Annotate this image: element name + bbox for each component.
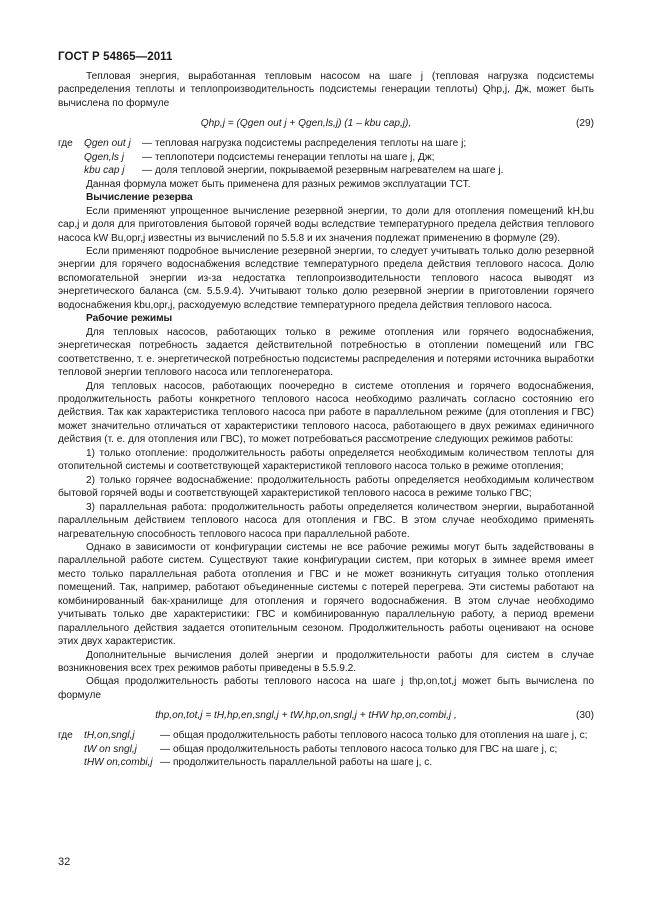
symbol: tH,on,sngl,j [84,730,135,742]
list-item: 2) только горячее водоснабжение: продолжительность работы определяется необходимым количеством бытовой горячей воды и соответствующей характеристикой теплового насоса в режиме только ГВС; [58,474,594,500]
formula-expression: thp,on,tot,j = tH,hp,en,sngl,j + tW,hp,on,sngl,j + tHW hp,on,combi,j , [155,710,457,722]
where-item: где tH,on,sngl,j — общая продолжительность работы теплового насоса только для отопления на шаге j, с; [58,729,594,742]
formula-30 [58,707,594,724]
page-number: 32 [58,856,71,868]
section-heading: Вычисление резерва [86,192,193,204]
formula-expression: Qhp,j = (Qgen out j + Qgen,ls,j) (1 – kbu cap,j), [200,118,412,130]
where-item [58,756,594,769]
symbol: kbu cap j [84,165,125,177]
list-item: 1) только отопление: продолжительность работы определяется необходимым количеством теплоты для отопительной системы и соответствующей характеристикой теплового насоса только в режиме отопления; [58,447,594,473]
document-header: ГОСТ Р 54865—2011 [58,51,173,63]
where-list [58,137,594,177]
where-item: где Qgen out j — тепловая нагрузка подсистемы распределения теплоты на шаге j; [58,137,594,150]
symbol-description: — тепловая нагрузка подсистемы распределения теплоты на шаге j; [142,138,467,150]
where-item [58,164,594,177]
paragraph: Если применяют упрощенное вычисление резервной энергии, то доли для отопления помещений kH,bu cap,j и доля для приготовления бытовой горячей воды вследствие температурного предела действия теплового насоса kW Bu,opr,j известны из вычислений по 5.5.8 и их значения подлежат применению в формуле (29). [58,205,594,244]
symbol-description: — общая продолжительность работы теплового насоса только для отопления на шаге j, с; [160,730,588,742]
symbol: Qgen,ls j [84,151,124,163]
symbol-description: — доля тепловой энергии, покрываемой резервным нагревателем на шаге j. [142,165,504,177]
paragraph: Для тепловых насосов, работающих поочередно в системе отопления и горячего водоснабжения, продолжительность работы конкретного теплового насоса необходимо различать согласно состоянию его действия. Так как характеристика теплового насоса при работе в параллельном режиме (для отопления и ГВС) может значительно отличаться от характеристики теплового насоса, работающего в двух режимах единичного действия (т. е. для отопления или ГВС), то может потребоваться рассмотрение следующих режимов работы: [58,380,594,446]
symbol-description: — общая продолжительность работы теплового насоса только для ГВС на шаге j, с; [160,743,558,755]
paragraph: Данная формула может быть применена для разных режимов эксплуатации ТСТ. [86,178,471,190]
paragraph: Дополнительные вычисления долей энергии и продолжительности работы для систем в случае возникновения всех трех режимов работы приведены в 5.5.9.2. [58,649,594,675]
where-list [58,729,594,769]
symbol-description: — продолжительность параллельной работы на шаге j, с. [160,757,433,769]
paragraph: Общая продолжительность работы теплового насоса на шаге j thp,on,tot,j может быть вычислена по формуле [58,676,594,701]
paragraph: Если применяют подробное вычисление резервной энергии, то следует учитывать только долю резервной энергии для горячего водоснабжения вследствие температурного предела действия теплового насоса. Долю вспомогательной энергии из-за недостатка теплопроизводительности теплового насоса выводят из энергетического баланса (см. 5.5.9.4). Учитывают только долю резервной энергии в приготовлении горячего водоснабжения kbu,opr,j, расходуемую вследствие температурного предела действия теплового насоса. [58,245,594,311]
section-heading: Рабочие режимы [86,313,173,325]
formula-29 [58,115,594,132]
page-body [58,70,594,770]
where-item [58,151,594,164]
formula-number: (30) [575,710,594,722]
paragraph: Однако в зависимости от конфигурации системы не все рабочие режимы могут быть задействованы в параллельной работе систем. Существуют такие конфигурации систем, при которых в зимнее время имеет место только параллельная работа отопления и ГВС и не может возникнуть ситуация только отопления помещений. Так, например, работают объединенные системы с потерей перегрева. Эти системы работают на комбинированный бак-хранилище для отопления и горячего водоснабжения. В этом случае необходимо учитывать только две характеристики: ГВС и комбинированную параллельную работу, а период времени параллельного действия задается отопительным сезоном. Продолжительность работы оценивают на основе этих двух характеристик. [58,541,594,648]
symbol: tW on sngl,j [84,743,137,755]
symbol: Qgen out j [84,138,131,150]
symbol: tHW on,combi,j [84,757,153,769]
list-item: 3) параллельная работа: продолжительность работы определяется количеством энергии, выработанной параллельным действием теплового насоса для отопления и ГВС. В этом случае необходимо применять нагревательную способность теплового насоса при параллельной работе. [58,501,594,540]
paragraph: Тепловая энергия, выработанная тепловым насосом на шаге j (тепловая нагрузка подсистемы распределения теплоты и теплопроизводительность подсистемы генерации теплоты) Qhp,j, Дж, может быть вычислена по формуле [58,71,594,109]
where-item [58,743,594,756]
paragraph: Для тепловых насосов, работающих только в режиме отопления или горячего водоснабжения, энергетическая потребность задается действительной потребностью в отоплении помещений или ГВС соответственно, т. е. энергетической потребностью подсистемы распределения и потерями источника выработки тепловой энергии теплового насоса или теплогенератора. [58,326,594,379]
formula-number: (29) [575,118,594,130]
symbol-description: — теплопотери подсистемы генерации теплоты на шаге j, Дж; [142,151,435,163]
